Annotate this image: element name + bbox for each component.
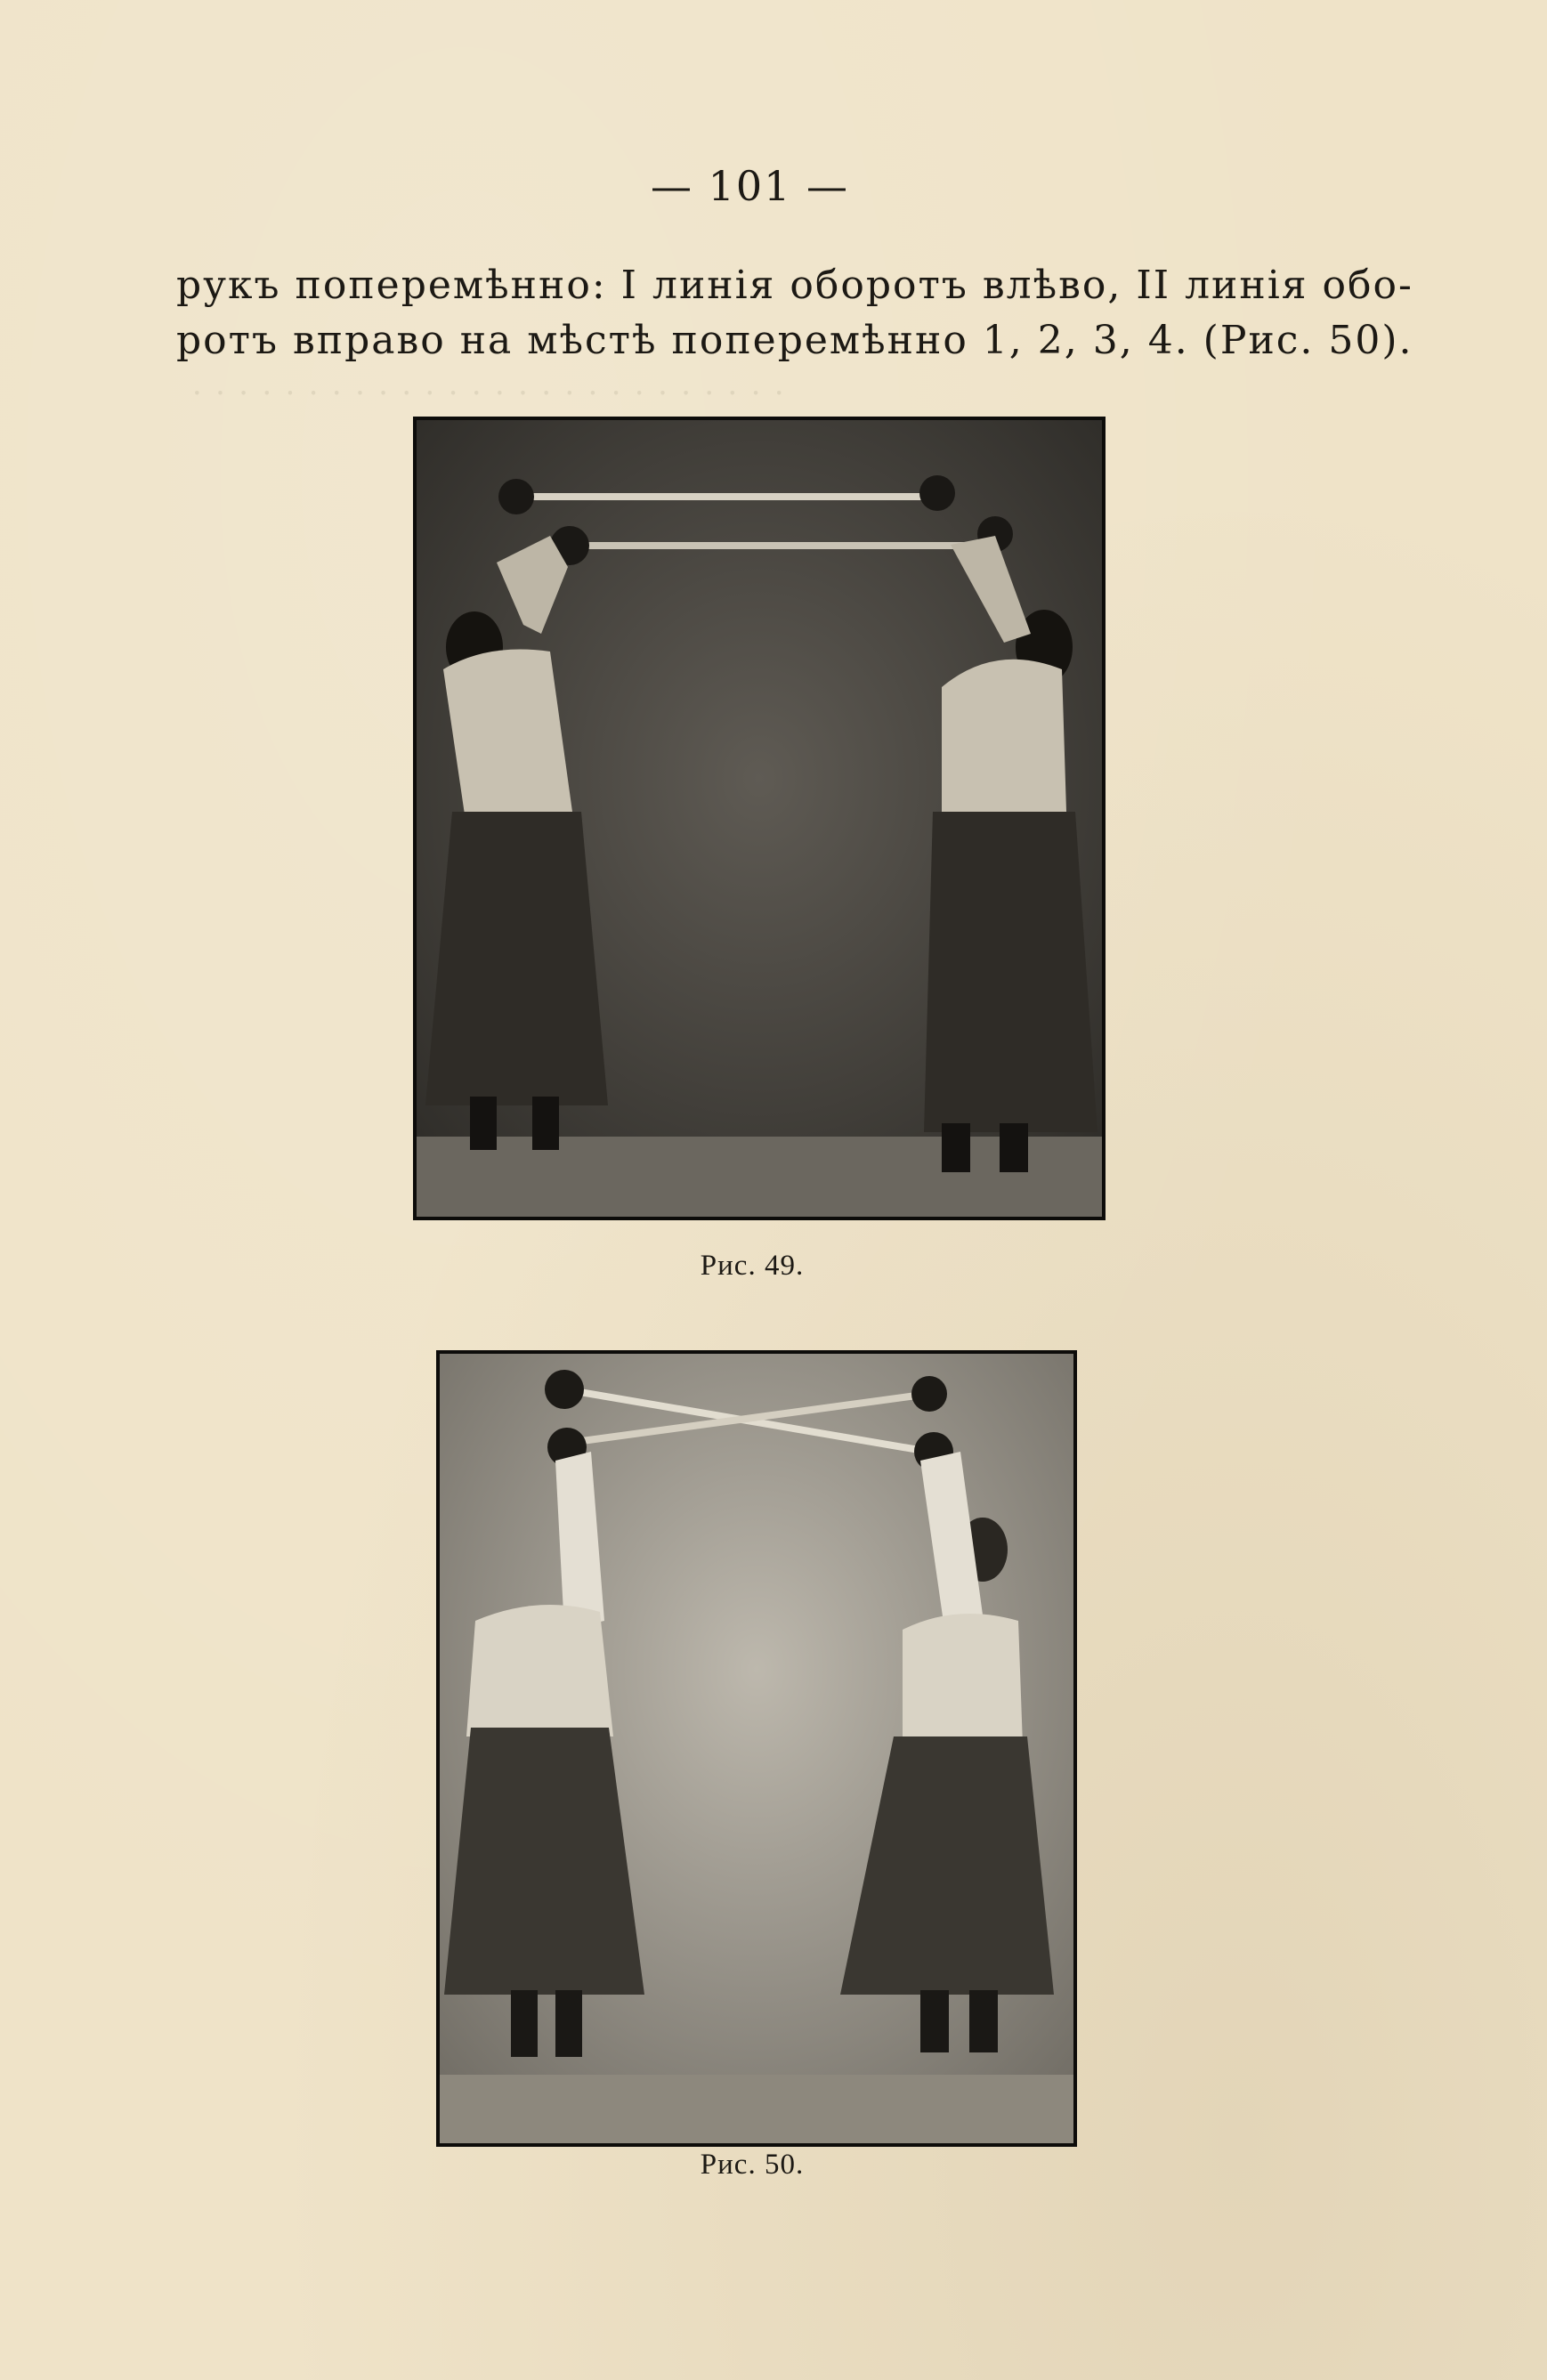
page-number: — 101 —	[650, 162, 850, 210]
photo-two-women-dumbbells-parallel	[417, 420, 1102, 1217]
photo-figure-49	[413, 417, 1106, 1220]
photo-figure-50	[436, 1350, 1077, 2147]
body-paragraph	[176, 258, 1413, 368]
body-line: ротъ вправо на мѣстѣ поперемѣнно 1, 2, 3, 4. (Рис. 50).	[176, 318, 1413, 363]
figure-50-caption: Рис. 50.	[700, 2149, 805, 2181]
show-through-text: · · · · · · · · · · · · · · · · · · · · · · · · · ·	[191, 375, 787, 412]
body-line: рукъ поперемѣнно: I линія оборотъ влѣво, II линія обо-	[176, 263, 1413, 308]
photo-two-women-dumbbells-crossed	[440, 1354, 1073, 2143]
figure-49-caption: Рис. 49.	[700, 1250, 805, 1282]
